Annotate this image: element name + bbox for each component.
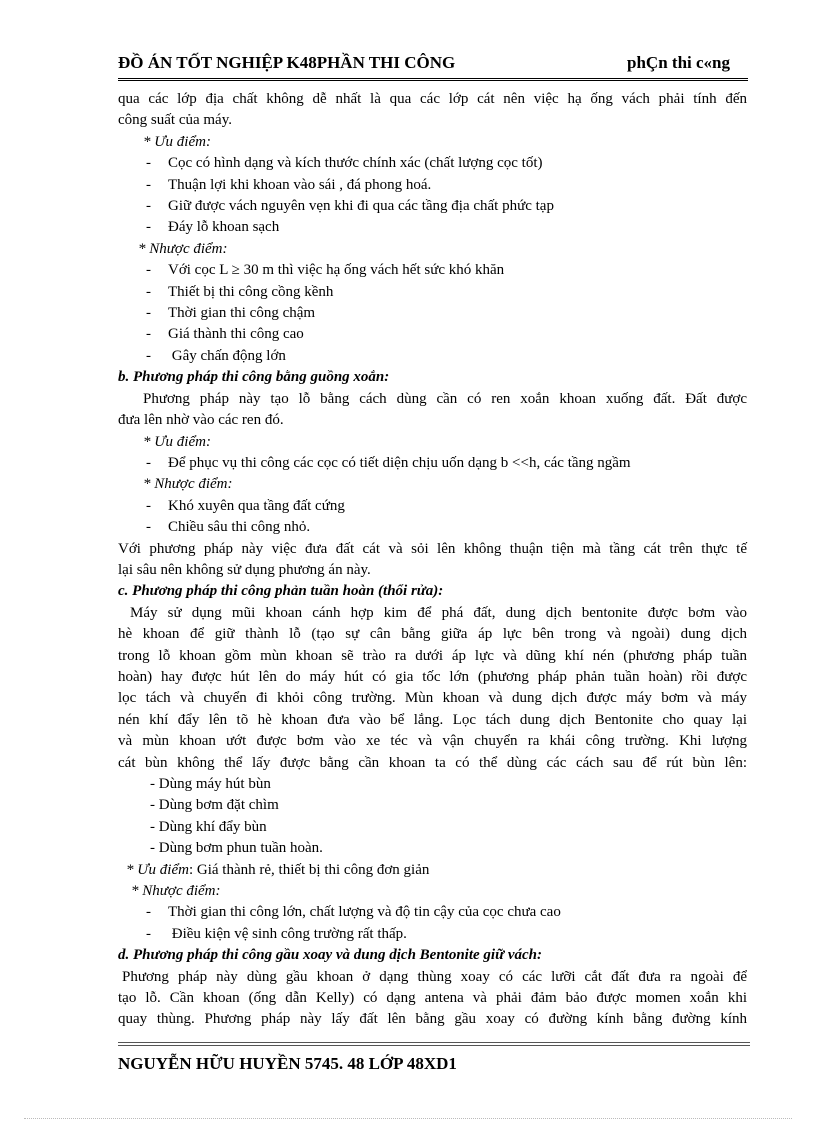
paragraph-line: Phương pháp này tạo lỗ bằng cách dùng cần có ren xoắn khoan xuống đất. Đất được — [143, 390, 747, 407]
paragraph-line: công suất của máy. — [118, 112, 232, 129]
paragraph-line: lọc tách và chuyển đi khỏi công trường. Mùn khoan và dung dịch được máy bơm và máy — [118, 690, 747, 707]
paragraph-line: và mùn khoan ướt được bơm vào xe téc và vận chuyển ra khái công trường. Khi lượng — [118, 733, 747, 750]
list-item: - Thiết bị thi công cồng kềnh — [146, 283, 334, 300]
advantages-label: * Ưu điểm: — [143, 433, 211, 450]
paragraph-line: Với phương pháp này việc đưa đất cát và sỏi lên không thuận tiện mà tầng cát trên thực tế — [118, 540, 747, 557]
section-heading-d: d. Phương pháp thi công gầu xoay và dung dịch Bentonite giữ vách: — [118, 947, 542, 964]
page-footer — [118, 1042, 750, 1074]
advantages-label: * Ưu điểm: — [143, 133, 211, 150]
footer-author: NGUYỄN HỮU HUYỀN 5745. 48 LỚP 48XD1 — [118, 1054, 457, 1073]
list-item: - Dùng bơm đặt chìm — [150, 797, 279, 814]
list-item: - Thời gian thi công chậm — [146, 305, 316, 322]
list-item: - Khó xuyên qua tầng đất cứng — [146, 497, 345, 514]
list-item: - Dùng máy hút bùn — [150, 776, 271, 792]
paragraph-line: tạo lỗ. Cần khoan (ống dẫn Kelly) có dạng antena và phải đảm bảo được momen xoắn khi — [118, 990, 747, 1007]
list-item: - Với cọc L ≥ 30 m thì việc hạ ống vách hết sức khó khăn — [146, 262, 505, 279]
paragraph-line: hoàn) hay được hút lên do máy hút có gia tốc lớn (phương pháp phản tuần hoàn) rồi được — [118, 668, 747, 685]
disadvantages-label: * Nhược điểm: — [143, 476, 233, 493]
list-item: - Để phục vụ thi công các cọc có tiết diện chịu uốn dạng b <<h, các tầng ngầm — [146, 454, 631, 471]
list-item: - Dùng bơm phun tuần hoàn. — [150, 840, 323, 857]
list-item: - Thời gian thi công lớn, chất lượng và độ tin cậy của cọc chưa cao — [146, 904, 561, 921]
paragraph-line: Phương pháp này dùng gầu khoan ở dạng thùng xoay có các lưỡi cắt đất đưa ra ngoài để — [122, 968, 747, 985]
paragraph-line: đưa lên nhờ vào các ren đó. — [118, 412, 284, 429]
list-item: - Dùng khí đẩy bùn — [150, 818, 267, 835]
list-item: - Điều kiện vệ sinh công trường rất thấp. — [146, 925, 407, 942]
section-heading-b: b. Phương pháp thi công bằng guồng xoắn: — [118, 369, 390, 386]
header-section: phÇn thi c«ng — [627, 53, 730, 72]
disadvantages-label: * Nhược điểm: — [131, 883, 221, 900]
page-header — [118, 50, 748, 81]
paragraph-line: lại sâu nên không sử dụng phương án này. — [118, 561, 371, 578]
paragraph-line: Máy sử dụng mũi khoan cánh hợp kim để phá đất, dung dịch bentonite được bơm vào — [130, 604, 747, 621]
paragraph-line: quay thùng. Phương pháp này lấy đất lên bằng gầu xoay có đường kính bằng đường kính — [118, 1011, 747, 1028]
header-title: ĐỒ ÁN TỐT NGHIỆP K48PHẦN THI CÔNG — [118, 53, 456, 72]
list-item: - Đáy lỗ khoan sạch — [146, 219, 280, 236]
section-heading-c: c. Phương pháp thi công phản tuần hoàn (thổi rửa): — [118, 583, 444, 600]
list-item: - Chiều sâu thi công nhỏ. — [146, 519, 311, 536]
paragraph-line: nén khí đẩy lên tõ hè khoan đưa vào bể lắng. Lọc tách dung dịch Bentonite cho quay lại — [118, 711, 747, 728]
list-item: - Giá thành thi công cao — [146, 326, 304, 343]
document-body — [118, 89, 747, 1031]
paragraph-line: trong lỗ khoan gồm mùn khoan sẽ trào ra dưới áp lực và dũng khí nén (phương pháp tuần — [118, 647, 747, 664]
list-item: - Gây chấn động lớn — [146, 347, 286, 364]
paragraph-line: cát bùn không thể lấy được bằng cần khoan ta có thể dùng các cách sau để rút bùn lên: — [118, 754, 747, 771]
disadvantages-label: * Nhược điểm: — [138, 240, 228, 257]
list-item: - Giữ được vách nguyên vẹn khi đi qua các tầng địa chất phức tạp — [146, 198, 554, 215]
list-item: - Cọc có hình dạng và kích thước chính xác (chất lượng cọc tốt) — [146, 155, 543, 172]
page-bottom-border — [24, 1118, 792, 1119]
advantages-line: * Ưu điểm: Giá thành rẻ, thiết bị thi công đơn giản — [126, 861, 430, 878]
list-item: - Thuận lợi khi khoan vào sái , đá phong hoá. — [146, 176, 432, 193]
paragraph-line: hè khoan để giữ thành lỗ (tạo sự cân bằng giữa áp lực bên trong và ngoài) dung dịch — [118, 626, 747, 643]
paragraph-line: qua các lớp địa chất không dễ nhất là qua các lớp cát nên việc hạ ống vách phải tính đến — [118, 91, 747, 107]
